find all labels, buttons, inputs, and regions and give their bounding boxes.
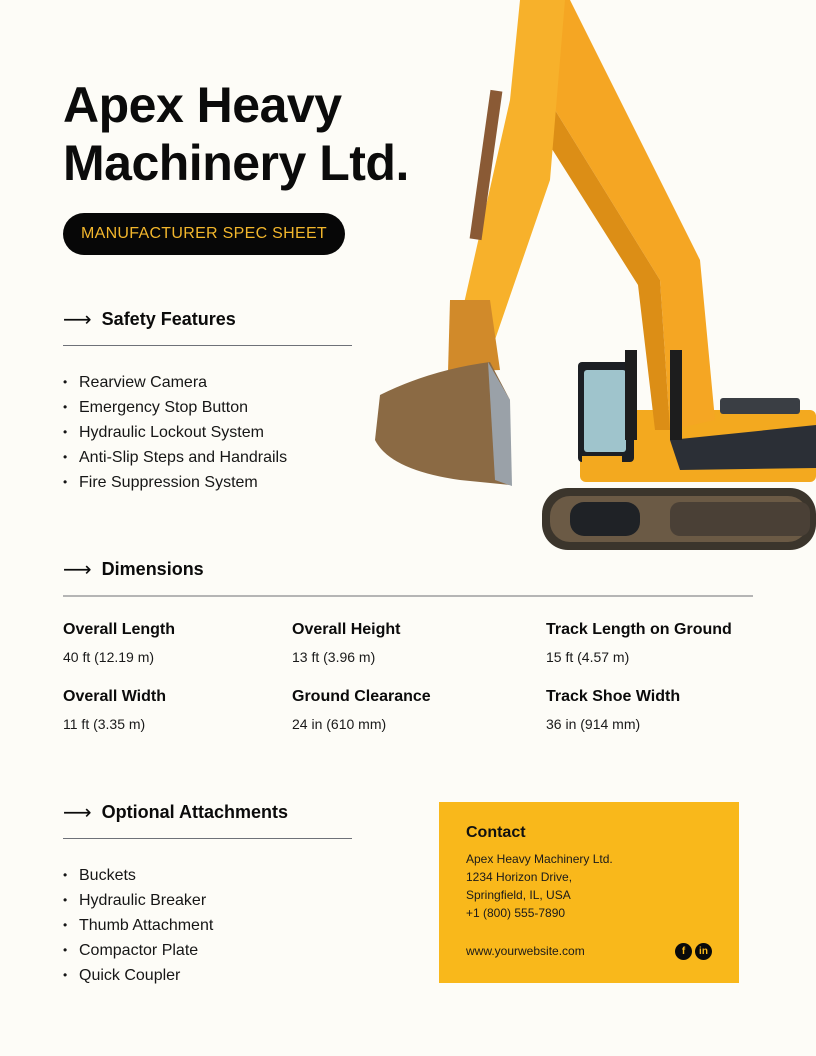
contact-phone[interactable]: +1 (800) 555-7890 (466, 906, 566, 920)
contact-company: Apex Heavy Machinery Ltd. (466, 852, 613, 866)
arrow-right-icon: ⟶ (63, 801, 92, 824)
dimensions-divider (63, 595, 753, 597)
dimension-item: Overall Height 13 ft (3.96 m) (292, 621, 401, 665)
facebook-icon[interactable]: f (675, 943, 692, 960)
spec-sheet-badge: MANUFACTURER SPEC SHEET (63, 213, 345, 255)
safety-features-title: Safety Features (101, 309, 236, 329)
list-item: • Quick Coupler (63, 967, 181, 984)
attachments-heading (63, 802, 288, 823)
dimensions-title: Dimensions (101, 559, 204, 579)
contact-title: Contact (466, 824, 526, 841)
safety-features-heading (63, 309, 236, 330)
list-item: • Compactor Plate (63, 942, 199, 959)
list-item: • Rearview Camera (63, 374, 208, 391)
dimensions-heading (63, 559, 204, 580)
dimension-item: Ground Clearance 24 in (610 mm) (292, 688, 431, 732)
contact-footer (466, 942, 712, 960)
arrow-right-icon: ⟶ (63, 308, 92, 331)
contact-card (439, 802, 739, 983)
attachments-title: Optional Attachments (101, 802, 289, 822)
list-item: • Thumb Attachment (63, 917, 214, 934)
dimension-item: Track Shoe Width 36 in (914 mm) (546, 688, 681, 732)
safety-features-list (63, 370, 287, 495)
dimension-item: Overall Width 11 ft (3.35 m) (63, 688, 166, 732)
website-link[interactable]: www.yourwebsite.com (466, 944, 585, 958)
list-item: • Emergency Stop Button (63, 399, 248, 416)
list-item: • Fire Suppression System (63, 474, 258, 491)
arrow-right-icon: ⟶ (63, 558, 92, 581)
contact-address-line-1: 1234 Horizon Drive, (466, 870, 573, 884)
list-item: • Buckets (63, 867, 136, 884)
list-item: • Hydraulic Lockout System (63, 424, 264, 441)
attachments-list (63, 863, 213, 988)
attachments-divider (63, 838, 352, 839)
list-item: • Hydraulic Breaker (63, 892, 207, 909)
page-title: Apex Heavy Machinery Ltd. (63, 77, 409, 191)
social-links (675, 943, 712, 960)
contact-address-line-2: Springfield, IL, USA (466, 888, 571, 902)
excavator-image (370, 0, 816, 560)
dimension-item: Overall Length 40 ft (12.19 m) (63, 621, 176, 665)
list-item: • Anti-Slip Steps and Handrails (63, 449, 288, 466)
linkedin-icon[interactable]: in (695, 943, 712, 960)
dimension-item: Track Length on Ground 15 ft (4.57 m) (546, 621, 732, 665)
safety-divider (63, 345, 352, 346)
